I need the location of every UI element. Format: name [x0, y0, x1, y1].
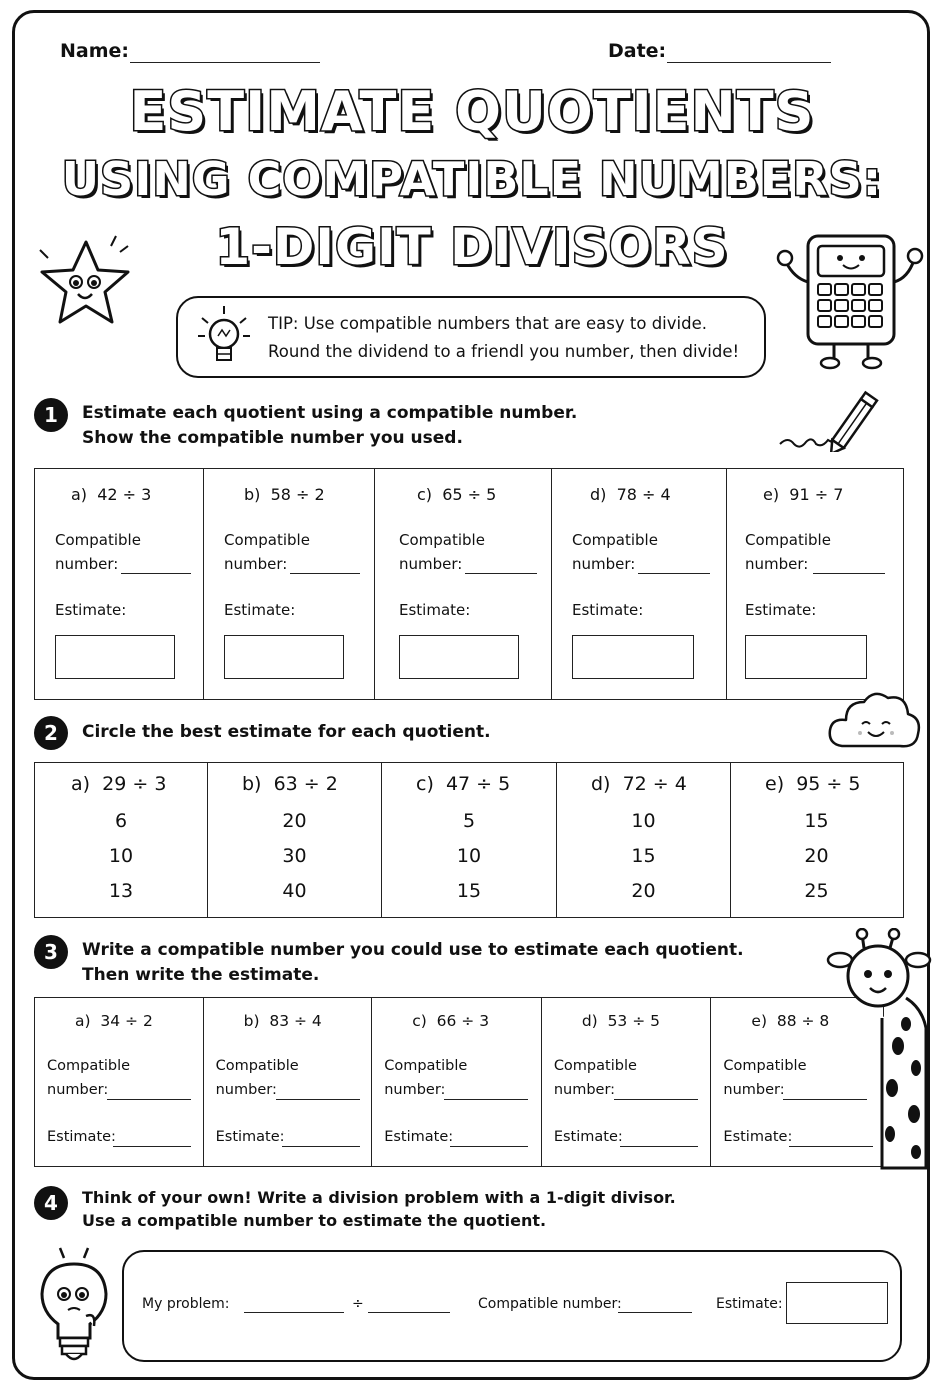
problem-label: a) 29 ÷ 3	[71, 773, 167, 795]
problem-label: a) 34 ÷ 2	[75, 1012, 153, 1030]
estimate-answer-line[interactable]	[282, 1146, 360, 1147]
estimate-answer-box[interactable]	[745, 635, 867, 679]
estimate-label: Estimate:	[399, 601, 471, 619]
problem-label: b) 63 ÷ 2	[242, 773, 338, 795]
problem-label: b) 58 ÷ 2	[244, 485, 325, 504]
number-label: number:	[224, 555, 288, 573]
problem-label: a) 42 ÷ 3	[71, 485, 152, 504]
choice-option[interactable]: 10	[108, 845, 134, 867]
section-4-number: 4	[34, 1186, 68, 1220]
choice-option[interactable]: 15	[631, 845, 656, 867]
section-3-number: 3	[34, 935, 68, 969]
section-4-instructions: Think of your own! Write a division problem with a 1-digit divisor. Use a compatible number to estimate the quotient.	[82, 1188, 676, 1230]
estimate-answer-box[interactable]	[399, 635, 519, 679]
giraffe-icon	[826, 928, 932, 1172]
problem-label: c) 66 ÷ 3	[412, 1012, 490, 1030]
problem-label: d) 72 ÷ 4	[591, 773, 687, 795]
choice-option[interactable]: 25	[804, 880, 829, 902]
problem-label: d) 53 ÷ 5	[581, 1012, 660, 1030]
number-label: number:	[399, 555, 463, 573]
problem-label: c) 47 ÷ 5	[416, 773, 511, 795]
choice-option[interactable]: 5	[462, 810, 476, 832]
estimate-answer-line[interactable]	[620, 1146, 698, 1147]
problem-label: b) 83 ÷ 4	[243, 1012, 322, 1030]
section-2-table	[34, 762, 904, 918]
section-1-instructions: Estimate each quotient using a compatible number. Show the compatible number you used.	[82, 403, 578, 448]
compatible-answer-line[interactable]	[276, 1099, 360, 1100]
choice-option[interactable]: 10	[631, 810, 656, 832]
compatible-label: Compatible	[384, 1058, 468, 1074]
date-label: Date:	[608, 40, 667, 62]
tip-line-1: TIP: Use compatible numbers that are easy to divide.	[268, 314, 707, 333]
section-3-table	[34, 997, 884, 1167]
choice-option[interactable]: 40	[282, 880, 307, 902]
compatible-answer-line[interactable]	[614, 1099, 698, 1100]
estimate-answer-box[interactable]	[224, 635, 344, 679]
problem-label: e) 88 ÷ 8	[751, 1012, 830, 1030]
compatible-label: Compatible	[47, 1058, 131, 1074]
title-line-3: 1-DIGIT DIVISORS	[215, 218, 729, 276]
estimate-answer-line[interactable]	[450, 1146, 528, 1147]
star-icon	[28, 232, 140, 337]
estimate-label: Estimate:	[47, 1129, 116, 1145]
compatible-answer-line[interactable]	[444, 1099, 528, 1100]
estimate-answer-line[interactable]	[113, 1146, 191, 1147]
problem-label: c) 65 ÷ 5	[417, 485, 497, 504]
section-2-number: 2	[34, 716, 68, 750]
estimate-label: Estimate:	[55, 601, 127, 619]
choice-option[interactable]: 20	[804, 845, 829, 867]
compatible-label: Compatible	[399, 531, 485, 549]
estimate-label: Estimate:	[215, 1129, 285, 1145]
number-label: number:	[215, 1082, 277, 1098]
compatible-label: Compatible	[723, 1058, 807, 1074]
problem-label: e) 91 ÷ 7	[763, 485, 844, 504]
section-3-cell-b	[204, 998, 373, 1166]
problem-label: d) 78 ÷ 4	[590, 485, 671, 504]
section-2-cell-b	[208, 763, 382, 917]
estimate-answer-box[interactable]	[572, 635, 694, 679]
lightbulb-icon	[196, 304, 252, 372]
estimate-label: Estimate:	[572, 601, 644, 619]
number-label: number:	[384, 1082, 446, 1098]
compatible-answer-line[interactable]	[290, 573, 360, 574]
tip-line-2: Round the dividend to a friendl you number, then divide!	[268, 342, 740, 361]
my-problem-label: My problem:	[142, 1296, 230, 1312]
section-2-instructions: Circle the best estimate for each quotient.	[82, 722, 491, 742]
choice-option[interactable]: 13	[108, 880, 134, 902]
compatible-answer-line[interactable]	[465, 573, 537, 574]
tip-box	[176, 296, 766, 378]
thinking-bulb-icon	[30, 1242, 118, 1366]
compatible-label: Compatible	[745, 531, 831, 549]
compatible-label: Compatible	[224, 531, 310, 549]
name-label: Name:	[60, 40, 130, 62]
cloud-icon	[826, 686, 924, 756]
date-line[interactable]	[667, 62, 831, 63]
estimate-answer-box[interactable]	[55, 635, 175, 679]
estimate-label: Estimate:	[745, 601, 817, 619]
choice-option[interactable]: 20	[282, 810, 307, 832]
estimate-label: Estimate:	[384, 1129, 454, 1145]
problem-label: e) 95 ÷ 5	[765, 773, 861, 795]
estimate-answer-box[interactable]	[786, 1282, 888, 1324]
section-2-cell-e	[731, 763, 902, 917]
section-1-table	[34, 468, 904, 700]
compatible-answer-line[interactable]	[813, 573, 885, 574]
choice-option[interactable]: 6	[114, 810, 128, 832]
section-1-cell-a	[35, 469, 204, 699]
number-label: number:	[553, 1082, 616, 1098]
number-label: number:	[572, 555, 636, 573]
dividend-answer-line[interactable]	[244, 1312, 344, 1313]
compatible-answer-line[interactable]	[638, 573, 710, 574]
estimate-label: Estimate:	[224, 601, 296, 619]
estimate-label: Estimate:	[716, 1296, 783, 1312]
section-1-cell-b	[204, 469, 375, 699]
section-3-cell-d	[542, 998, 712, 1166]
compatible-answer-line[interactable]	[121, 573, 191, 574]
number-label: number:	[47, 1082, 109, 1098]
section-2-cell-c	[382, 763, 557, 917]
choice-option[interactable]: 15	[804, 810, 829, 832]
choice-option[interactable]: 20	[631, 880, 656, 902]
number-label: number:	[745, 555, 809, 573]
number-label: number:	[723, 1082, 785, 1098]
section-1-cell-c	[375, 469, 552, 699]
compatible-answer-line[interactable]	[107, 1099, 191, 1100]
section-3-cell-c	[372, 998, 542, 1166]
estimate-label: Estimate:	[553, 1129, 623, 1145]
my-problem-box	[122, 1250, 902, 1362]
section-1-number: 1	[34, 398, 68, 432]
section-1-cell-d	[552, 469, 727, 699]
section-3-cell-a	[35, 998, 204, 1166]
compatible-label: Compatible	[215, 1058, 299, 1074]
compatible-label: Compatible	[55, 531, 141, 549]
divisor-answer-line[interactable]	[368, 1312, 450, 1313]
calculator-icon	[776, 232, 924, 372]
number-label: number:	[55, 555, 119, 573]
compatible-label: Compatible	[553, 1058, 637, 1074]
compatible-number-label: Compatible number:	[478, 1296, 622, 1312]
section-1-cell-e	[727, 469, 903, 699]
choice-option[interactable]: 15	[456, 880, 482, 902]
section-3-instructions: Write a compatible number you could use to estimate each quotient. Then write the estimate.	[82, 940, 744, 985]
title-line-1: ESTIMATE QUOTIENTS	[129, 80, 815, 143]
section-2-cell-d	[557, 763, 731, 917]
name-line[interactable]	[130, 62, 320, 63]
compatible-label: Compatible	[572, 531, 658, 549]
choice-option[interactable]: 10	[456, 845, 482, 867]
pencil-icon	[776, 380, 886, 452]
choice-option[interactable]: 30	[282, 845, 307, 867]
estimate-label: Estimate:	[723, 1129, 793, 1145]
section-2-cell-a	[35, 763, 208, 917]
divide-sign: ÷	[352, 1296, 364, 1312]
title-line-2: USING COMPATIBLE NUMBERS:	[61, 152, 883, 206]
compatible-answer-line[interactable]	[618, 1312, 692, 1313]
